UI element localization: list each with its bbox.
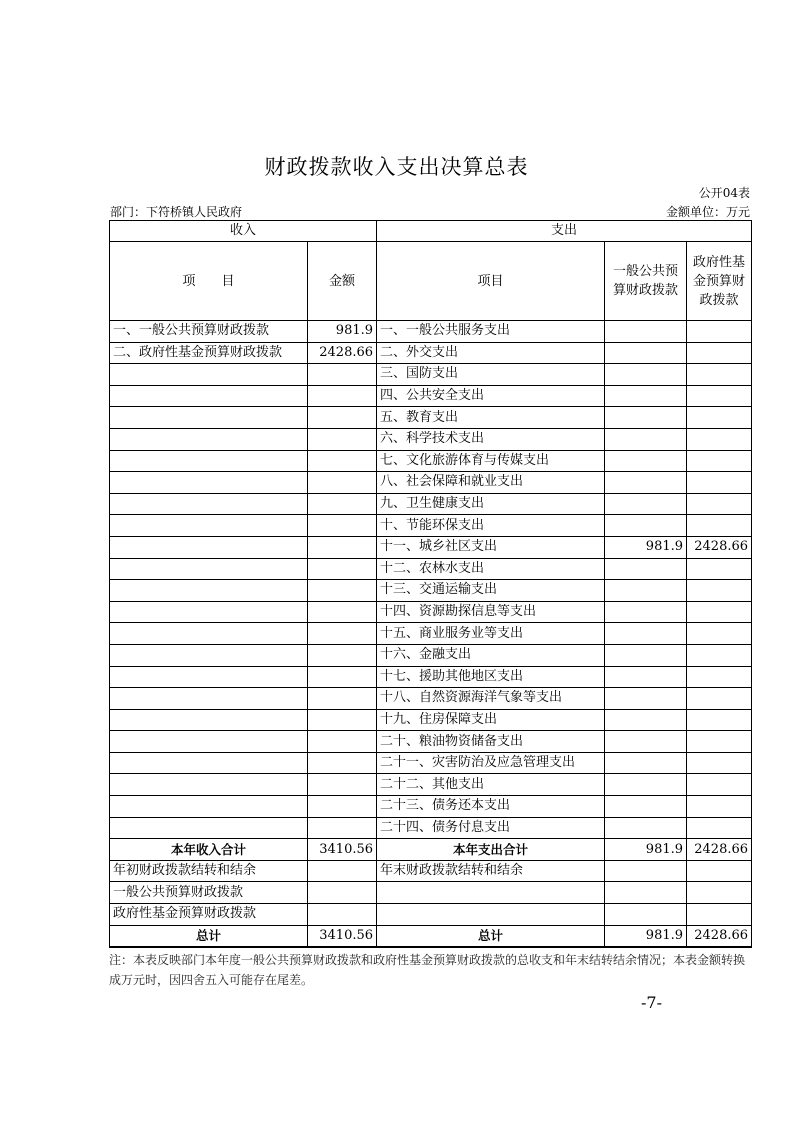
income-amount-cell xyxy=(308,774,377,796)
income-amount-cell xyxy=(308,796,377,818)
income-total-amount: 3410.56 xyxy=(308,925,377,947)
carryover-general xyxy=(605,860,687,882)
expense-item-cell: 三、国防支出 xyxy=(377,364,605,386)
general-budget-cell xyxy=(605,450,687,472)
general-budget-cell xyxy=(605,342,687,364)
expense-item-cell: 十七、援助其他地区支出 xyxy=(377,666,605,688)
income-amount-header: 金额 xyxy=(308,242,377,321)
gov-fund-cell xyxy=(687,731,752,753)
table-row xyxy=(110,342,752,364)
general-budget-cell xyxy=(605,407,687,429)
department-label: 部门：下符桥镇人民政府 xyxy=(110,205,243,219)
total-row xyxy=(110,925,752,947)
expense-item-cell: 二十、粮油物资储备支出 xyxy=(377,731,605,753)
gov-fund-cell xyxy=(687,688,752,710)
income-amount-cell xyxy=(308,817,377,839)
table-row xyxy=(110,601,752,623)
carryover-fund xyxy=(687,882,752,904)
gov-fund-cell xyxy=(687,666,752,688)
general-budget-header: 一般公共预算财政拨款 xyxy=(605,242,687,321)
expense-subtotal-fund: 2428.66 xyxy=(687,839,752,861)
footnote: 注：本表反映部门本年度一般公共预算财政拨款和政府性基金预算财政拨款的总收支和年末结转结余情况；本表金额转换成万元时，因四舍五入可能存在尾差。 xyxy=(109,953,746,987)
carryover-general xyxy=(605,904,687,926)
income-item-cell xyxy=(110,731,308,753)
expense-total-label: 总计 xyxy=(377,925,605,947)
table-row xyxy=(110,688,752,710)
table-row xyxy=(110,364,752,386)
gov-fund-cell xyxy=(687,428,752,450)
expense-subtotal-label: 本年支出合计 xyxy=(377,839,605,861)
gov-fund-cell xyxy=(687,472,752,494)
expense-subtotal-general: 981.9 xyxy=(605,839,687,861)
expense-item-header: 项目 xyxy=(377,242,605,321)
expense-item-cell: 二十三、债务还本支出 xyxy=(377,796,605,818)
income-amount-cell xyxy=(308,385,377,407)
income-item-cell xyxy=(110,752,308,774)
table-row xyxy=(110,796,752,818)
general-budget-cell xyxy=(605,558,687,580)
expense-header: 支出 xyxy=(377,221,752,242)
income-amount-cell xyxy=(308,407,377,429)
carryover-expense-item xyxy=(377,882,605,904)
income-subtotal-label: 本年收入合计 xyxy=(110,839,308,861)
carryover-income-amount xyxy=(308,860,377,882)
carryover-row xyxy=(110,860,752,882)
page-title: 财政拨款收入支出决算总表 xyxy=(264,155,529,179)
income-item-cell: 二、政府性基金预算财政拨款 xyxy=(110,342,308,364)
general-budget-cell xyxy=(605,774,687,796)
income-amount-cell xyxy=(308,666,377,688)
general-budget-cell: 981.9 xyxy=(605,536,687,558)
table-row xyxy=(110,580,752,602)
income-amount-cell xyxy=(308,623,377,645)
budget-table xyxy=(109,220,752,948)
expense-item-cell: 十二、农林水支出 xyxy=(377,558,605,580)
table-row xyxy=(110,666,752,688)
gov-fund-cell xyxy=(687,515,752,537)
carryover-expense-item: 年末财政拨款结转和结余 xyxy=(377,860,605,882)
carryover-general xyxy=(605,882,687,904)
carryover-income-amount xyxy=(308,882,377,904)
income-item-cell xyxy=(110,385,308,407)
carryover-fund xyxy=(687,904,752,926)
income-item-cell xyxy=(110,515,308,537)
expense-item-cell: 十五、商业服务业等支出 xyxy=(377,623,605,645)
gov-fund-cell xyxy=(687,752,752,774)
gov-fund-cell xyxy=(687,644,752,666)
gov-fund-cell xyxy=(687,493,752,515)
unit-label: 金额单位：万元 xyxy=(665,205,750,219)
income-item-cell xyxy=(110,709,308,731)
income-amount-cell xyxy=(308,752,377,774)
general-budget-cell xyxy=(605,688,687,710)
income-amount-cell xyxy=(308,709,377,731)
expense-item-cell: 二、外交支出 xyxy=(377,342,605,364)
general-budget-cell xyxy=(605,817,687,839)
table-row xyxy=(110,321,752,343)
income-amount-cell: 2428.66 xyxy=(308,342,377,364)
carryover-income-item: 政府性基金预算财政拨款 xyxy=(110,904,308,926)
gov-fund-cell xyxy=(687,364,752,386)
expense-item-cell: 九、卫生健康支出 xyxy=(377,493,605,515)
general-budget-cell xyxy=(605,385,687,407)
general-budget-cell xyxy=(605,623,687,645)
expense-total-general: 981.9 xyxy=(605,925,687,947)
table-row xyxy=(110,709,752,731)
gov-fund-cell: 2428.66 xyxy=(687,536,752,558)
gov-fund-cell xyxy=(687,774,752,796)
gov-fund-cell xyxy=(687,817,752,839)
income-amount-cell xyxy=(308,515,377,537)
expense-item-cell: 二十四、债务付息支出 xyxy=(377,817,605,839)
general-budget-cell xyxy=(605,515,687,537)
income-item-cell: 一、一般公共预算财政拨款 xyxy=(110,321,308,343)
table-row xyxy=(110,644,752,666)
expense-item-cell: 一、一般公共服务支出 xyxy=(377,321,605,343)
expense-item-cell: 十三、交通运输支出 xyxy=(377,580,605,602)
income-item-cell xyxy=(110,472,308,494)
income-item-cell xyxy=(110,580,308,602)
income-amount-cell xyxy=(308,688,377,710)
income-item-cell xyxy=(110,666,308,688)
income-amount-cell xyxy=(308,428,377,450)
table-row xyxy=(110,731,752,753)
gov-fund-cell xyxy=(687,385,752,407)
form-code: 公开04表 xyxy=(698,186,750,200)
gov-fund-cell xyxy=(687,342,752,364)
carryover-fund xyxy=(687,860,752,882)
carryover-expense-item xyxy=(377,904,605,926)
expense-item-cell: 十一、城乡社区支出 xyxy=(377,536,605,558)
header-row-top xyxy=(110,221,752,242)
table-row xyxy=(110,752,752,774)
income-amount-cell: 981.9 xyxy=(308,321,377,343)
income-item-cell xyxy=(110,428,308,450)
income-item-header: 项 目 xyxy=(110,242,308,321)
income-item-cell xyxy=(110,536,308,558)
header-row-columns xyxy=(110,242,752,321)
gov-fund-cell xyxy=(687,580,752,602)
expense-item-cell: 八、社会保障和就业支出 xyxy=(377,472,605,494)
income-amount-cell xyxy=(308,731,377,753)
expense-item-cell: 四、公共安全支出 xyxy=(377,385,605,407)
table-row xyxy=(110,774,752,796)
income-item-cell xyxy=(110,601,308,623)
income-amount-cell xyxy=(308,558,377,580)
general-budget-cell xyxy=(605,709,687,731)
expense-item-cell: 十四、资源勘探信息等支出 xyxy=(377,601,605,623)
general-budget-cell xyxy=(605,601,687,623)
expense-item-cell: 十九、住房保障支出 xyxy=(377,709,605,731)
carryover-income-item: 年初财政拨款结转和结余 xyxy=(110,860,308,882)
expense-item-cell: 十、节能环保支出 xyxy=(377,515,605,537)
gov-fund-cell xyxy=(687,407,752,429)
table-row xyxy=(110,385,752,407)
table-row xyxy=(110,428,752,450)
income-amount-cell xyxy=(308,472,377,494)
subtotal-row xyxy=(110,839,752,861)
income-item-cell xyxy=(110,407,308,429)
carryover-row xyxy=(110,882,752,904)
gov-fund-cell xyxy=(687,623,752,645)
table-row xyxy=(110,536,752,558)
income-header: 收入 xyxy=(110,221,377,242)
income-item-cell xyxy=(110,493,308,515)
income-item-cell xyxy=(110,774,308,796)
table-row xyxy=(110,472,752,494)
gov-fund-cell xyxy=(687,558,752,580)
carryover-income-item: 一般公共预算财政拨款 xyxy=(110,882,308,904)
income-amount-cell xyxy=(308,580,377,602)
general-budget-cell xyxy=(605,580,687,602)
income-amount-cell xyxy=(308,450,377,472)
general-budget-cell xyxy=(605,796,687,818)
carryover-income-amount xyxy=(308,904,377,926)
income-amount-cell xyxy=(308,536,377,558)
general-budget-cell xyxy=(605,428,687,450)
income-amount-cell xyxy=(308,364,377,386)
income-item-cell xyxy=(110,450,308,472)
income-item-cell xyxy=(110,558,308,580)
income-item-cell xyxy=(110,623,308,645)
general-budget-cell xyxy=(605,321,687,343)
expense-item-cell: 二十二、其他支出 xyxy=(377,774,605,796)
gov-fund-cell xyxy=(687,796,752,818)
general-budget-cell xyxy=(605,752,687,774)
income-amount-cell xyxy=(308,644,377,666)
expense-item-cell: 十八、自然资源海洋气象等支出 xyxy=(377,688,605,710)
gov-fund-cell xyxy=(687,450,752,472)
table-row xyxy=(110,817,752,839)
expense-item-cell: 二十一、灾害防治及应急管理支出 xyxy=(377,752,605,774)
general-budget-cell xyxy=(605,493,687,515)
gov-fund-cell xyxy=(687,709,752,731)
general-budget-cell xyxy=(605,472,687,494)
expense-item-cell: 五、教育支出 xyxy=(377,407,605,429)
income-subtotal-amount: 3410.56 xyxy=(308,839,377,861)
gov-fund-header: 政府性基金预算财政拨款 xyxy=(687,242,752,321)
income-amount-cell xyxy=(308,601,377,623)
income-item-cell xyxy=(110,796,308,818)
carryover-row xyxy=(110,904,752,926)
income-item-cell xyxy=(110,688,308,710)
income-item-cell xyxy=(110,644,308,666)
income-item-cell xyxy=(110,817,308,839)
gov-fund-cell xyxy=(687,321,752,343)
expense-item-cell: 十六、金融支出 xyxy=(377,644,605,666)
expense-total-fund: 2428.66 xyxy=(687,925,752,947)
expense-item-cell: 六、科学技术支出 xyxy=(377,428,605,450)
income-total-label: 总计 xyxy=(110,925,308,947)
gov-fund-cell xyxy=(687,601,752,623)
general-budget-cell xyxy=(605,644,687,666)
table-row xyxy=(110,407,752,429)
expense-item-cell: 七、文化旅游体育与传媒支出 xyxy=(377,450,605,472)
table-row xyxy=(110,515,752,537)
table-row xyxy=(110,623,752,645)
table-row xyxy=(110,558,752,580)
general-budget-cell xyxy=(605,666,687,688)
general-budget-cell xyxy=(605,731,687,753)
table-row xyxy=(110,493,752,515)
income-item-cell xyxy=(110,364,308,386)
table-row xyxy=(110,450,752,472)
page-number: -7- xyxy=(641,993,662,1012)
general-budget-cell xyxy=(605,364,687,386)
income-amount-cell xyxy=(308,493,377,515)
